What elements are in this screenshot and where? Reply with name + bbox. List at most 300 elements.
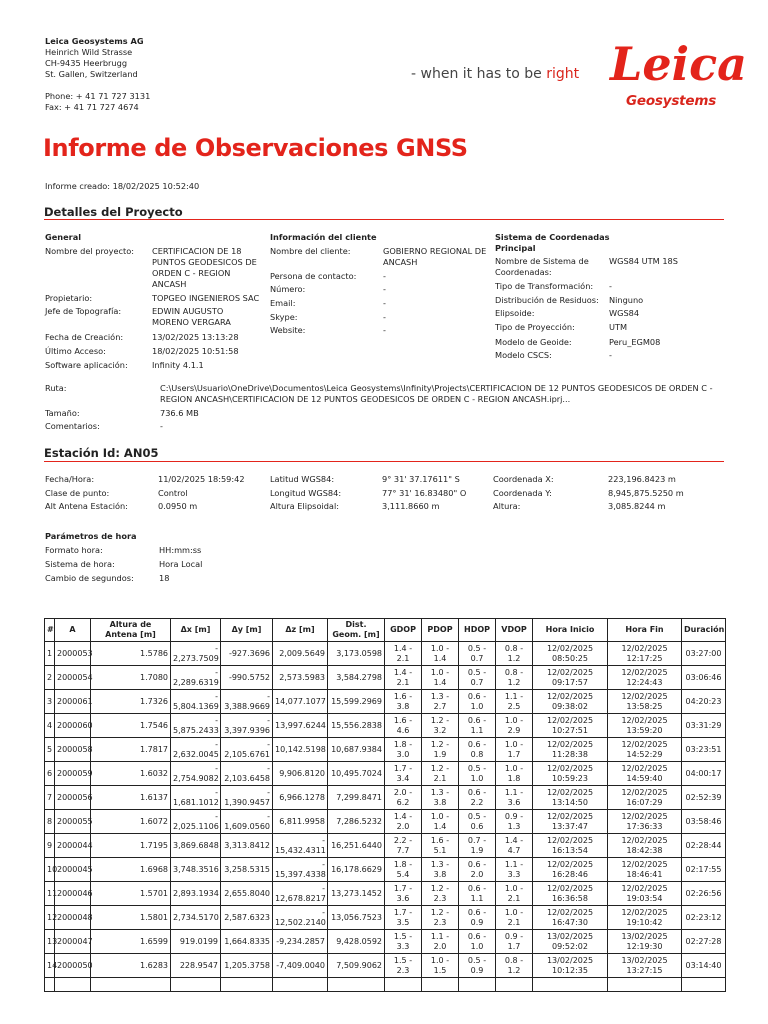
delta-z-cell: - 15,432.4311 <box>273 834 328 858</box>
gdop-range-cell: 1.6 - 4.6 <box>385 714 422 738</box>
duration-cell: 02:28:44 <box>682 834 726 858</box>
transformation-label: Tipo de Transformación: <box>495 281 594 291</box>
pdop-range-cell: 1.6 - 5.1 <box>422 834 459 858</box>
address-street: Heinrich Wild Strasse <box>45 47 133 57</box>
point-id-cell: 2000048 <box>55 906 91 930</box>
station-datetime-value: 11/02/2025 18:59:42 <box>158 474 245 484</box>
geom-distance-cell: 16,251.6440 <box>328 834 385 858</box>
point-id-cell: 2000044 <box>55 834 91 858</box>
project-name-label: Nombre del proyecto: <box>45 246 134 256</box>
address-city: CH-9435 Heerbrugg <box>45 58 128 68</box>
vdop-range-cell: 0.8 - 1.2 <box>496 666 533 690</box>
table-row <box>45 954 726 978</box>
end-time-cell: 13/02/2025 12:19:30 <box>608 930 682 954</box>
col-header-distance: Dist. Geom. [m] <box>328 619 385 642</box>
col-header-dz: Δz [m] <box>273 619 328 642</box>
vdop-range-cell: 1.0 - 2.1 <box>496 882 533 906</box>
gdop-range-cell: 1.7 - 3.4 <box>385 762 422 786</box>
client-name-label: Nombre del cliente: <box>270 246 351 256</box>
col-header-index: # <box>45 619 55 642</box>
slogan-highlight: right <box>546 66 580 82</box>
delta-x-cell: 2,893.1934 <box>171 882 221 906</box>
delta-x-cell: - 5,804.1369 <box>171 690 221 714</box>
pdop-range-cell: 1.2 - 3.2 <box>422 714 459 738</box>
path-value: C:\Users\Usuario\OneDrive\Documentos\Leica Geosystems\Infinity\Projects\CERTIFICACION DE 12 PUNTOS GEODESICOS DE ORDEN C - REGION ANCASH\CERTIFICACION DE 12 PUNTOS GEODESICOS DE ORDEN C - REGION ANCASH.iprj... <box>160 383 713 404</box>
number-label: Número: <box>270 284 306 294</box>
antenna-height-cell: 1.6283 <box>91 954 171 978</box>
end-time-cell: 12/02/2025 13:58:25 <box>608 690 682 714</box>
empty-cell <box>533 978 608 992</box>
empty-cell <box>422 978 459 992</box>
leap-seconds-label: Cambio de segundos: <box>45 573 134 583</box>
point-id-cell: 2000047 <box>55 930 91 954</box>
start-time-cell: 12/02/2025 16:47:30 <box>533 906 608 930</box>
geom-distance-cell: 13,273.1452 <box>328 882 385 906</box>
table-row-continued <box>45 978 726 992</box>
pdop-range-cell: 1.3 - 3.8 <box>422 786 459 810</box>
vdop-range-cell: 0.8 - 1.2 <box>496 954 533 978</box>
start-time-cell: 12/02/2025 11:28:38 <box>533 738 608 762</box>
row-index-cell: 10 <box>45 858 55 882</box>
coord-x-value: 223,196.8423 m <box>608 474 676 484</box>
company-name: Leica Geosystems AG <box>45 36 144 46</box>
table-row <box>45 834 726 858</box>
geom-distance-cell: 15,599.2969 <box>328 690 385 714</box>
coord-y-value: 8,945,875.5250 m <box>608 488 684 498</box>
ellipsoid-label: Elipsoide: <box>495 308 535 318</box>
row-index-cell: 2 <box>45 666 55 690</box>
delta-x-cell: - 2,289.6319 <box>171 666 221 690</box>
hdop-range-cell: 0.6 - 1.1 <box>459 714 496 738</box>
owner-label: Propietario: <box>45 293 93 303</box>
antenna-height-cell: 1.6032 <box>91 762 171 786</box>
table-row <box>45 858 726 882</box>
table-row <box>45 690 726 714</box>
observations-table <box>44 618 726 992</box>
delta-z-cell: -7,409.0040 <box>273 954 328 978</box>
empty-cell <box>608 978 682 992</box>
vdop-range-cell: 0.9 - 1.3 <box>496 810 533 834</box>
pdop-range-cell: 1.0 - 1.4 <box>422 666 459 690</box>
end-time-cell: 13/02/2025 13:27:15 <box>608 954 682 978</box>
table-row <box>45 930 726 954</box>
pdop-range-cell: 1.2 - 2.3 <box>422 906 459 930</box>
delta-x-cell: - 5,875.2433 <box>171 714 221 738</box>
pdop-range-cell: 1.2 - 1.9 <box>422 738 459 762</box>
hdop-range-cell: 0.5 - 0.6 <box>459 810 496 834</box>
ellipsoid-value: WGS84 <box>609 308 640 318</box>
delta-y-cell: 2,655.8040 <box>221 882 273 906</box>
point-id-cell: 2000059 <box>55 762 91 786</box>
start-time-cell: 12/02/2025 16:28:46 <box>533 858 608 882</box>
start-time-cell: 12/02/2025 10:27:51 <box>533 714 608 738</box>
delta-z-cell: - 12,678.8217 <box>273 882 328 906</box>
delta-x-cell: - 2,273.7509 <box>171 642 221 666</box>
delta-z-cell: 13,997.6244 <box>273 714 328 738</box>
duration-cell: 03:31:29 <box>682 714 726 738</box>
comments-label: Comentarios: <box>45 421 100 431</box>
gdop-range-cell: 1.5 - 2.3 <box>385 954 422 978</box>
vdop-range-cell: 0.9 - 1.7 <box>496 930 533 954</box>
delta-y-cell: 3,313.8412 <box>221 834 273 858</box>
geom-distance-cell: 13,056.7523 <box>328 906 385 930</box>
vdop-range-cell: 1.1 - 2.5 <box>496 690 533 714</box>
vdop-range-cell: 0.8 - 1.2 <box>496 642 533 666</box>
gdop-range-cell: 1.6 - 3.8 <box>385 690 422 714</box>
delta-x-cell: 3,748.3516 <box>171 858 221 882</box>
station-datetime-label: Fecha/Hora: <box>45 474 95 484</box>
delta-z-cell: -9,234.2857 <box>273 930 328 954</box>
delta-y-cell: - 2,105.6761 <box>221 738 273 762</box>
time-format-value: HH:mm:ss <box>159 545 202 555</box>
start-time-cell: 12/02/2025 16:13:54 <box>533 834 608 858</box>
gdop-range-cell: 1.7 - 3.6 <box>385 882 422 906</box>
vdop-range-cell: 1.0 - 1.8 <box>496 762 533 786</box>
empty-cell <box>55 978 91 992</box>
col-header-gdop: GDOP <box>385 619 422 642</box>
skype-value: - <box>383 312 386 322</box>
path-label: Ruta: <box>45 383 67 393</box>
hdop-range-cell: 0.6 - 1.1 <box>459 882 496 906</box>
end-time-cell: 12/02/2025 19:10:42 <box>608 906 682 930</box>
row-index-cell: 14 <box>45 954 55 978</box>
gdop-range-cell: 1.8 - 3.0 <box>385 738 422 762</box>
vdop-range-cell: 1.0 - 1.7 <box>496 738 533 762</box>
antenna-height-cell: 1.6137 <box>91 786 171 810</box>
gdop-range-cell: 2.2 - 7.7 <box>385 834 422 858</box>
hdop-range-cell: 0.6 - 2.2 <box>459 786 496 810</box>
pdop-range-cell: 1.2 - 2.1 <box>422 762 459 786</box>
cscs-value: - <box>609 350 612 360</box>
duration-cell: 03:27:00 <box>682 642 726 666</box>
point-id-cell: 2000058 <box>55 738 91 762</box>
delta-y-cell: - 1,390.9457 <box>221 786 273 810</box>
table-row <box>45 642 726 666</box>
antenna-height-label: Alt Antena Estación: <box>45 501 128 511</box>
point-class-value: Control <box>158 488 188 498</box>
phone-number: Phone: + 41 71 727 3131 <box>45 91 151 101</box>
geom-distance-cell: 10,495.7024 <box>328 762 385 786</box>
gdop-range-cell: 1.4 - 2.0 <box>385 810 422 834</box>
residuals-value: Ninguno <box>609 295 644 305</box>
delta-y-cell: - 3,397.9396 <box>221 714 273 738</box>
geom-distance-cell: 9,428.0592 <box>328 930 385 954</box>
geom-distance-cell: 3,173.0598 <box>328 642 385 666</box>
hdop-range-cell: 0.5 - 0.7 <box>459 666 496 690</box>
survey-lead-label: Jefe de Topografía: <box>45 306 122 316</box>
empty-cell <box>496 978 533 992</box>
contact-label: Persona de contacto: <box>270 271 357 281</box>
report-created: Informe creado: 18/02/2025 10:52:40 <box>45 181 200 191</box>
antenna-height-cell: 1.5786 <box>91 642 171 666</box>
end-time-cell: 12/02/2025 14:59:40 <box>608 762 682 786</box>
fax-number: Fax: + 41 71 727 4674 <box>45 102 139 112</box>
logo-subtitle: Geosystems <box>626 93 717 109</box>
geoid-label: Modelo de Geoide: <box>495 337 572 347</box>
table-row <box>45 906 726 930</box>
owner-value: TOPGEO INGENIEROS SAC <box>152 293 260 303</box>
email-value: - <box>383 298 386 308</box>
delta-x-cell: 228.9547 <box>171 954 221 978</box>
antenna-height-cell: 1.7326 <box>91 690 171 714</box>
website-label: Website: <box>270 325 306 335</box>
empty-cell <box>682 978 726 992</box>
end-time-cell: 12/02/2025 18:42:38 <box>608 834 682 858</box>
delta-z-cell: - 12,502.2140 <box>273 906 328 930</box>
hdop-range-cell: 0.7 - 1.9 <box>459 834 496 858</box>
hdop-range-cell: 0.6 - 2.0 <box>459 858 496 882</box>
projection-value: UTM <box>609 322 628 332</box>
point-class-label: Clase de punto: <box>45 488 110 498</box>
number-value: - <box>383 284 386 294</box>
general-heading: General <box>45 232 82 242</box>
crs-name-label: Nombre de Sistema de Coordenadas: <box>495 256 589 277</box>
start-time-cell: 13/02/2025 09:52:02 <box>533 930 608 954</box>
geom-distance-cell: 7,509.9062 <box>328 954 385 978</box>
end-time-cell: 12/02/2025 17:36:33 <box>608 810 682 834</box>
pdop-range-cell: 1.3 - 2.7 <box>422 690 459 714</box>
empty-cell <box>171 978 221 992</box>
gdop-range-cell: 1.4 - 2.1 <box>385 666 422 690</box>
duration-cell: 02:52:39 <box>682 786 726 810</box>
cscs-label: Modelo CSCS: <box>495 350 552 360</box>
height-label: Altura: <box>493 501 521 511</box>
start-time-cell: 12/02/2025 10:59:23 <box>533 762 608 786</box>
antenna-height-cell: 1.6072 <box>91 810 171 834</box>
empty-cell <box>385 978 422 992</box>
table-row <box>45 738 726 762</box>
point-id-cell: 2000061 <box>55 690 91 714</box>
antenna-height-cell: 1.5701 <box>91 882 171 906</box>
size-value: 736.6 MB <box>160 408 199 418</box>
page-title: Informe de Observaciones GNSS <box>43 134 468 162</box>
residuals-label: Distribución de Residuos: <box>495 295 599 305</box>
gdop-range-cell: 1.5 - 3.3 <box>385 930 422 954</box>
time-system-value: Hora Local <box>159 559 203 569</box>
vdop-range-cell: 1.1 - 3.6 <box>496 786 533 810</box>
section-divider <box>44 461 724 462</box>
empty-cell <box>45 978 55 992</box>
point-id-cell: 2000050 <box>55 954 91 978</box>
hdop-range-cell: 0.5 - 0.7 <box>459 642 496 666</box>
geom-distance-cell: 16,178.6629 <box>328 858 385 882</box>
table-row <box>45 882 726 906</box>
latitude-label: Latitud WGS84: <box>270 474 335 484</box>
time-format-label: Formato hora: <box>45 545 103 555</box>
delta-y-cell: -990.5752 <box>221 666 273 690</box>
col-header-dy: Δy [m] <box>221 619 273 642</box>
point-id-cell: 2000055 <box>55 810 91 834</box>
row-index-cell: 5 <box>45 738 55 762</box>
hdop-range-cell: 0.6 - 1.0 <box>459 930 496 954</box>
website-value: - <box>383 325 386 335</box>
table-row <box>45 786 726 810</box>
row-index-cell: 13 <box>45 930 55 954</box>
delta-y-cell: 1,664.8335 <box>221 930 273 954</box>
table-row <box>45 810 726 834</box>
delta-x-cell: - 1,681.1012 <box>171 786 221 810</box>
delta-y-cell: - 2,103.6458 <box>221 762 273 786</box>
col-header-dx: Δx [m] <box>171 619 221 642</box>
duration-cell: 04:00:17 <box>682 762 726 786</box>
row-index-cell: 6 <box>45 762 55 786</box>
duration-cell: 02:27:28 <box>682 930 726 954</box>
vdop-range-cell: 1.1 - 3.3 <box>496 858 533 882</box>
point-id-cell: 2000054 <box>55 666 91 690</box>
end-time-cell: 12/02/2025 12:17:25 <box>608 642 682 666</box>
duration-cell: 02:23:12 <box>682 906 726 930</box>
delta-z-cell: 9,906.8120 <box>273 762 328 786</box>
antenna-height-cell: 1.6968 <box>91 858 171 882</box>
geom-distance-cell: 15,556.2838 <box>328 714 385 738</box>
delta-y-cell: 2,587.6323 <box>221 906 273 930</box>
start-time-cell: 12/02/2025 08:50:25 <box>533 642 608 666</box>
delta-x-cell: - 2,632.0045 <box>171 738 221 762</box>
delta-x-cell: 919.0199 <box>171 930 221 954</box>
row-index-cell: 1 <box>45 642 55 666</box>
delta-z-cell: 6,966.1278 <box>273 786 328 810</box>
table-header-row <box>45 619 726 642</box>
row-index-cell: 12 <box>45 906 55 930</box>
antenna-height-value: 0.0950 m <box>158 501 198 511</box>
end-time-cell: 12/02/2025 16:07:29 <box>608 786 682 810</box>
row-index-cell: 4 <box>45 714 55 738</box>
start-time-cell: 12/02/2025 09:38:02 <box>533 690 608 714</box>
point-id-cell: 2000045 <box>55 858 91 882</box>
slogan <box>411 66 579 82</box>
geoid-value: Peru_EGM08 <box>609 337 661 347</box>
empty-cell <box>273 978 328 992</box>
hdop-range-cell: 0.5 - 1.0 <box>459 762 496 786</box>
col-header-vdop: VDOP <box>496 619 533 642</box>
slogan-prefix: - when it has to be <box>411 66 547 82</box>
leap-seconds-value: 18 <box>159 573 170 583</box>
pdop-range-cell: 1.0 - 1.4 <box>422 642 459 666</box>
duration-cell: 03:23:51 <box>682 738 726 762</box>
duration-cell: 02:17:55 <box>682 858 726 882</box>
empty-cell <box>221 978 273 992</box>
delta-z-cell: 2,573.5983 <box>273 666 328 690</box>
created-date-label: Fecha de Creación: <box>45 332 124 342</box>
empty-cell <box>91 978 171 992</box>
software-value: Infinity 4.1.1 <box>152 360 204 370</box>
antenna-height-cell: 1.7817 <box>91 738 171 762</box>
client-heading: Información del cliente <box>270 232 377 242</box>
transformation-value: - <box>609 281 612 291</box>
longitude-label: Longitud WGS84: <box>270 488 342 498</box>
contact-value: - <box>383 271 386 281</box>
pdop-range-cell: 1.0 - 1.4 <box>422 810 459 834</box>
ellipsoidal-height-label: Altura Elipsoidal: <box>270 501 339 511</box>
table-row <box>45 666 726 690</box>
start-time-cell: 12/02/2025 09:17:57 <box>533 666 608 690</box>
projection-label: Tipo de Proyección: <box>495 322 575 332</box>
point-id-cell: 2000056 <box>55 786 91 810</box>
height-value: 3,085.8244 m <box>608 501 666 511</box>
geom-distance-cell: 7,286.5232 <box>328 810 385 834</box>
delta-x-cell: 2,734.5170 <box>171 906 221 930</box>
geom-distance-cell: 7,299.8471 <box>328 786 385 810</box>
hdop-range-cell: 0.5 - 0.9 <box>459 954 496 978</box>
skype-label: Skype: <box>270 312 298 322</box>
geom-distance-cell: 10,687.9384 <box>328 738 385 762</box>
empty-cell <box>459 978 496 992</box>
delta-y-cell: - 1,609.0560 <box>221 810 273 834</box>
time-system-label: Sistema de hora: <box>45 559 115 569</box>
antenna-height-cell: 1.6599 <box>91 930 171 954</box>
end-time-cell: 12/02/2025 14:52:29 <box>608 738 682 762</box>
ellipsoidal-height-value: 3,111.8660 m <box>382 501 440 511</box>
antenna-height-cell: 1.7546 <box>91 714 171 738</box>
delta-x-cell: - 2,025.1106 <box>171 810 221 834</box>
col-header-hdop: HDOP <box>459 619 496 642</box>
col-header-end-time: Hora Fin <box>608 619 682 642</box>
col-header-duration: Duración <box>682 619 726 642</box>
delta-y-cell: 3,258.5315 <box>221 858 273 882</box>
point-id-cell: 2000060 <box>55 714 91 738</box>
created-date-value: 13/02/2025 13:13:28 <box>152 332 239 342</box>
comments-value: - <box>160 421 163 431</box>
pdop-range-cell: 1.0 - 1.5 <box>422 954 459 978</box>
longitude-value: 77° 31' 16.83480" O <box>382 488 467 498</box>
row-index-cell: 7 <box>45 786 55 810</box>
company-address <box>45 36 150 113</box>
delta-y-cell: -927.3696 <box>221 642 273 666</box>
hdop-range-cell: 0.6 - 1.0 <box>459 690 496 714</box>
col-header-pdop: PDOP <box>422 619 459 642</box>
latitude-value: 9° 31' 37.17611" S <box>382 474 460 484</box>
table-row <box>45 714 726 738</box>
pdop-range-cell: 1.2 - 2.3 <box>422 882 459 906</box>
table-row <box>45 762 726 786</box>
hdop-range-cell: 0.6 - 0.8 <box>459 738 496 762</box>
last-access-value: 18/02/2025 10:51:58 <box>152 346 239 356</box>
delta-z-cell: 6,811.9958 <box>273 810 328 834</box>
delta-z-cell: - 15,397.4338 <box>273 858 328 882</box>
col-header-start-time: Hora Inicio <box>533 619 608 642</box>
delta-y-cell: - 3,388.9669 <box>221 690 273 714</box>
delta-y-cell: 1,205.3758 <box>221 954 273 978</box>
end-time-cell: 12/02/2025 18:46:41 <box>608 858 682 882</box>
hdop-range-cell: 0.6 - 0.9 <box>459 906 496 930</box>
delta-x-cell: - 2,754.9082 <box>171 762 221 786</box>
gdop-range-cell: 1.4 - 2.1 <box>385 642 422 666</box>
section-divider <box>44 219 724 220</box>
end-time-cell: 12/02/2025 12:24:43 <box>608 666 682 690</box>
empty-cell <box>328 978 385 992</box>
duration-cell: 02:26:56 <box>682 882 726 906</box>
delta-x-cell: 3,869.6848 <box>171 834 221 858</box>
vdop-range-cell: 1.0 - 2.1 <box>496 906 533 930</box>
point-id-cell: 2000046 <box>55 882 91 906</box>
duration-cell: 03:06:46 <box>682 666 726 690</box>
gdop-range-cell: 1.7 - 3.5 <box>385 906 422 930</box>
email-label: Email: <box>270 298 296 308</box>
start-time-cell: 12/02/2025 13:14:50 <box>533 786 608 810</box>
antenna-height-cell: 1.7195 <box>91 834 171 858</box>
geom-distance-cell: 3,584.2798 <box>328 666 385 690</box>
duration-cell: 04:20:23 <box>682 690 726 714</box>
client-name-value: GOBIERNO REGIONAL DE ANCASH <box>383 246 487 267</box>
project-name-value: CERTIFICACION DE 18 PUNTOS GEODESICOS DE ORDEN C - REGION ANCASH <box>152 246 257 289</box>
pdop-range-cell: 1.1 - 2.0 <box>422 930 459 954</box>
row-index-cell: 11 <box>45 882 55 906</box>
size-label: Tamaño: <box>45 408 80 418</box>
time-params-heading: Parámetros de hora <box>45 531 137 541</box>
start-time-cell: 12/02/2025 13:37:47 <box>533 810 608 834</box>
pdop-range-cell: 1.3 - 3.8 <box>422 858 459 882</box>
delta-z-cell: 14,077.1077 <box>273 690 328 714</box>
